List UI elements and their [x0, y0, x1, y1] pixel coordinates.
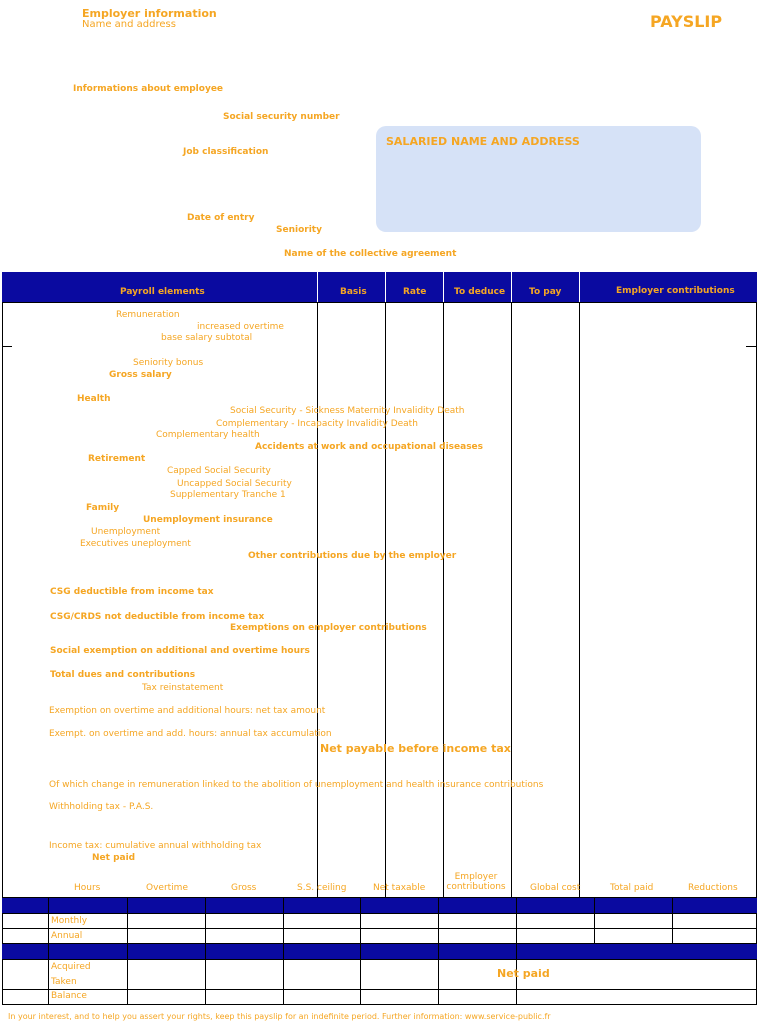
col-to-deduce — [444, 272, 512, 302]
summary-col: Total paid — [610, 883, 654, 893]
row-label: CSG deductible from income tax — [50, 587, 214, 597]
col-payroll-elements — [2, 272, 318, 302]
seniority-label: Seniority — [276, 225, 322, 235]
divider — [516, 989, 757, 990]
row-label: Social Security - Sickness Maternity Invalidity Death — [230, 406, 465, 416]
row-label: Remuneration — [116, 310, 180, 320]
row-label: Retirement — [88, 454, 146, 464]
row-label: Net payable before income tax — [320, 742, 511, 755]
row-label: CSG/CRDS not deductible from income tax — [50, 612, 265, 622]
divider — [579, 302, 580, 898]
date-of-entry-label: Date of entry — [187, 213, 255, 223]
row-label: Tax reinstatement — [142, 683, 224, 693]
col-label: Basis — [340, 287, 367, 297]
row-label: Total dues and contributions — [50, 670, 196, 680]
collective-agreement-label: Name of the collective agreement — [284, 249, 457, 259]
row-label: Net paid — [92, 853, 136, 863]
leave-net-paid: Net paid — [497, 967, 550, 980]
row-label: increased overtime — [197, 322, 284, 332]
col-to-pay — [512, 272, 580, 302]
salaried-address-label: SALARIED NAME AND ADDRESS — [386, 135, 580, 148]
ssn-label: Social security number — [223, 112, 340, 122]
summary-col: Hours — [74, 883, 101, 893]
row-label: Supplementary Tranche 1 — [170, 490, 286, 500]
divider — [127, 944, 128, 1005]
divider — [516, 898, 517, 944]
col-label: To pay — [529, 287, 562, 297]
summary-row-monthly: Monthly — [51, 916, 88, 926]
row-label: Other contributions due by the employer — [248, 551, 457, 561]
col-label: Rate — [403, 287, 427, 297]
row-label: Complementary health — [156, 430, 260, 440]
row-label: Complementary - Incapacity Invalidity Death — [216, 419, 418, 429]
divider — [360, 898, 361, 944]
row-label: Uncapped Social Security — [177, 479, 292, 489]
leave-row-taken: Taken — [51, 977, 77, 987]
divider — [443, 302, 444, 898]
summary-col: Employer contributions — [446, 872, 506, 892]
row-label: Executives uneployment — [80, 539, 191, 549]
col-label: Employer contributions — [616, 286, 735, 296]
row-label: Seniority bonus — [133, 358, 204, 368]
leave-grid — [2, 959, 757, 1005]
job-classification-label: Job classification — [183, 147, 269, 157]
table-header — [2, 272, 757, 302]
row-label: Accidents at work and occupational diseases — [255, 442, 484, 452]
divider — [283, 898, 284, 944]
row-label: Of which change in remuneration linked to the abolition of unemployment and health insurance contributions — [49, 780, 544, 790]
col-rate — [386, 272, 444, 302]
divider — [385, 302, 386, 898]
divider — [283, 944, 284, 1005]
tick-mark — [2, 346, 12, 347]
divider — [205, 898, 206, 944]
row-label: Social exemption on additional and overtime hours — [50, 646, 310, 656]
divider — [360, 944, 361, 1005]
divider — [672, 898, 673, 944]
summary-col: Net taxable — [373, 883, 426, 893]
divider — [511, 302, 512, 898]
row-label: Exemptions on employer contributions — [230, 623, 427, 633]
divider — [317, 302, 318, 898]
row-label: Exempt. on overtime and add. hours: annual tax accumulation — [49, 729, 332, 739]
leave-row-acquired: Acquired — [51, 962, 91, 972]
payslip-title: PAYSLIP — [650, 12, 723, 31]
divider — [2, 928, 757, 929]
divider — [205, 944, 206, 1005]
summary-header-bar — [2, 898, 757, 913]
row-label: Family — [86, 503, 120, 513]
divider — [48, 944, 49, 1005]
employer-subtitle: Name and address — [82, 19, 176, 30]
divider — [127, 898, 128, 944]
tick-mark — [746, 346, 756, 347]
row-label: Capped Social Security — [167, 466, 271, 476]
row-label: Unemployment — [91, 527, 161, 537]
salaried-address-box — [376, 126, 701, 232]
col-label: Payroll elements — [120, 287, 205, 297]
row-label: Health — [77, 394, 111, 404]
divider — [48, 898, 49, 944]
summary-col: Global cost — [530, 883, 581, 893]
divider — [438, 898, 439, 944]
row-label: Unemployment insurance — [143, 515, 273, 525]
row-label: base salary subtotal — [161, 333, 253, 343]
employee-info-label: Informations about employee — [73, 84, 224, 94]
summary-col: S.S. ceiling — [297, 883, 347, 893]
employer-title: Employer information — [82, 7, 217, 20]
col-basis — [318, 272, 386, 302]
row-label: Exemption on overtime and additional hours: net tax amount — [49, 706, 326, 716]
summary-col: Reductions — [688, 883, 738, 893]
col-employer-contributions — [580, 272, 757, 302]
summary-col: Gross — [231, 883, 257, 893]
row-label: Gross salary — [109, 370, 172, 380]
col-label: To deduce — [454, 287, 506, 297]
summary-col: Overtime — [146, 883, 188, 893]
divider — [438, 944, 439, 1005]
row-label: Income tax: cumulative annual withholding tax — [49, 841, 262, 851]
divider — [594, 898, 595, 944]
leave-header-bar — [2, 944, 757, 959]
row-label: Withholding tax - P.A.S. — [49, 802, 154, 812]
footer-note: In your interest, and to help you assert your rights, keep this payslip for an indefinite period. Further information: www.service-public.fr — [8, 1012, 551, 1021]
leave-row-balance: Balance — [51, 991, 87, 1001]
summary-row-annual: Annual — [51, 931, 83, 941]
